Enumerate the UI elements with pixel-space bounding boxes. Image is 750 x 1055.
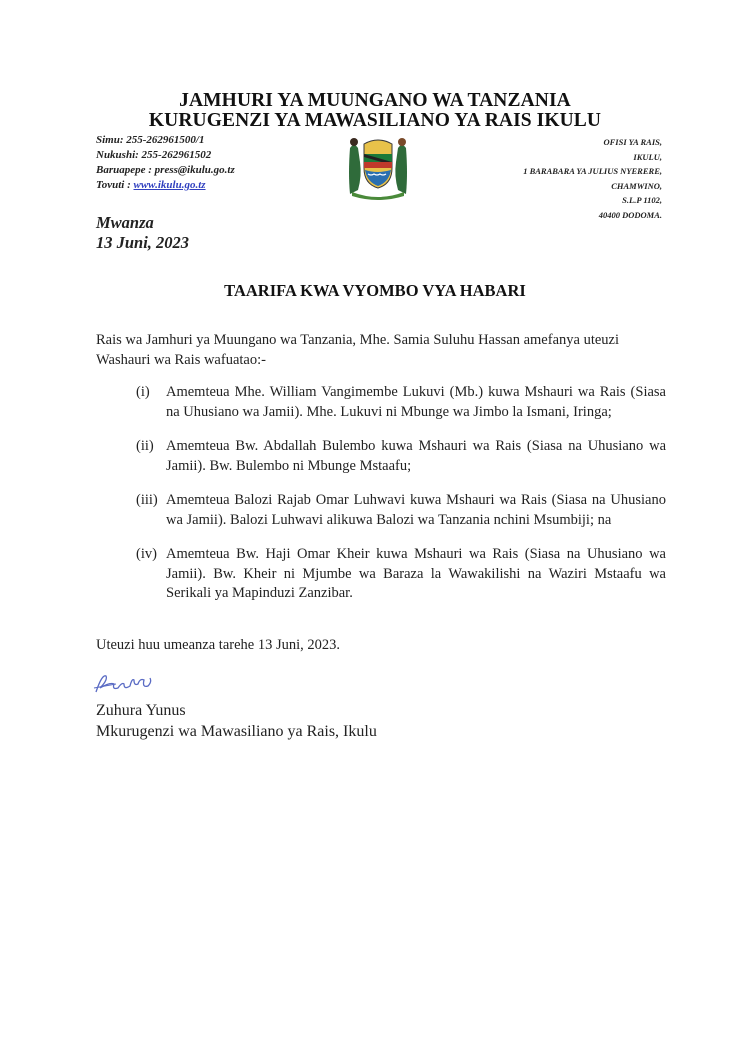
place: Mwanza	[96, 213, 154, 232]
website-label: Tovuti :	[96, 179, 134, 191]
email-address: Baruapepe : press@ikulu.go.tz	[96, 164, 235, 176]
list-item	[136, 383, 666, 422]
signer-position: Mkurugenzi wa Mawasiliano ya Rais, Ikulu	[96, 723, 377, 740]
item-number: (iv)	[136, 546, 157, 562]
address-line: IKULU,	[633, 151, 662, 162]
website-link[interactable]: www.ikulu.go.tz	[133, 179, 206, 191]
item-number: (iii)	[136, 492, 158, 508]
header-title-line2: KURUGENZI YA MAWASILIANO YA RAIS IKULU	[148, 110, 602, 131]
address-line: S.L.P 1102,	[622, 195, 662, 205]
item-text: Amemteua Balozi Rajab Omar Luhwavi kuwa Mshauri wa Rais (Siasa na Uhusiano wa Jamii). Balozi Luhwavi alikuwa Balozi wa Tanzania nchini Msumbiji; na	[166, 492, 666, 528]
address-line: CHAMWINO,	[611, 180, 662, 191]
signature-icon	[92, 668, 172, 698]
tanzania-coat-of-arms-icon	[344, 130, 412, 200]
fax-number: Nukushi: 255-262961502	[96, 149, 212, 161]
appointments-list	[136, 383, 666, 619]
list-item	[136, 491, 666, 530]
signer-name: Zuhura Yunus	[96, 702, 186, 719]
place-date-block	[96, 213, 189, 253]
date: 13 Juni, 2023	[96, 233, 190, 252]
document-title: TAARIFA KWA VYOMBO VYA HABARI	[224, 281, 526, 300]
address-line: 40400 DODOMA.	[598, 209, 662, 220]
item-number: (i)	[136, 384, 150, 400]
website-row	[96, 178, 235, 193]
header-title-line1: JAMHURI YA MUUNGANO WA TANZANIA	[179, 90, 571, 111]
item-number: (ii)	[136, 438, 154, 454]
signer-block	[96, 700, 377, 742]
effective-date-statement: Uteuzi huu umeanza tarehe 13 Juni, 2023.	[96, 637, 341, 653]
address-line: 1 BARABARA YA JULIUS NYERERE,	[523, 166, 662, 176]
address-block	[523, 135, 662, 222]
item-text: Amemteua Mhe. William Vangimembe Lukuvi (Mb.) kuwa Mshauri wa Rais (Siasa na Uhusiano wa Jamii). Mhe. Lukuvi ni Mbunge wa Jimbo la Ismani, Iringa;	[166, 384, 666, 420]
contact-block	[96, 133, 235, 193]
item-text: Amemteua Bw. Haji Omar Kheir kuwa Mshauri wa Rais (Siasa na Uhusiano wa Jamii). Bw. Kheir ni Mjumbe wa Baraza la Wawakilishi na Waziri Mstaafu wa Serikali ya Mapinduzi Zanzibar.	[166, 546, 666, 601]
address-line: OFISI YA RAIS,	[603, 137, 662, 147]
list-item	[136, 437, 666, 476]
intro-paragraph: Rais wa Jamhuri ya Muungano wa Tanzania, Mhe. Samia Suluhu Hassan amefanya uteuzi Washauri wa Rais wafuatao:-	[96, 332, 619, 368]
list-item	[136, 545, 666, 604]
item-text: Amemteua Bw. Abdallah Bulembo kuwa Mshauri wa Rais (Siasa na Uhusiano wa Jamii). Bw. Bulembo ni Mbunge Mstaafu;	[166, 438, 666, 474]
phone-number: Simu: 255-262961500/1	[96, 134, 205, 146]
